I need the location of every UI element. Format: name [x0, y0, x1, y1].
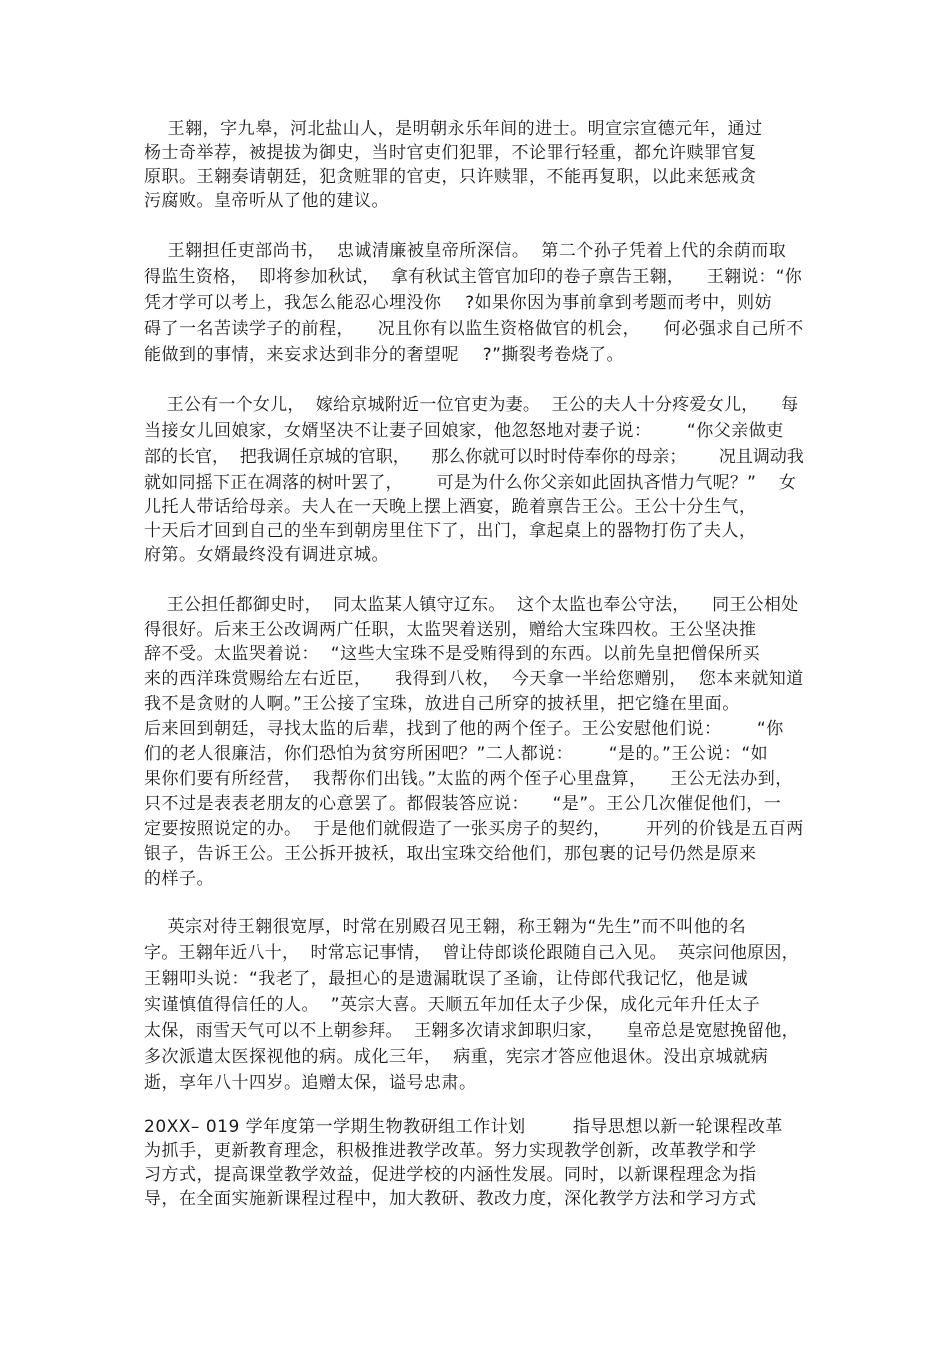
text-line: 的样子。	[144, 869, 214, 889]
text-line: 府第。女婿最终没有调进京城。	[144, 545, 389, 565]
text-line: 我不是贪财的人啊。”王公接了宝珠，放进自己所穿的披袄里，把它缝在里面。	[144, 694, 740, 714]
text-line: 当接女儿回娘家，女婿坚决不让妻子回娘家，他忽怒地对妻子说： “你父亲做吏	[144, 421, 784, 441]
text-line: 习方式，提高课堂教学效益，促进学校的内涵性发展。同时，以新课程理念为指	[144, 1165, 757, 1185]
text-line: 辞不受。太监哭着说： “这些大宝珠不是受贿得到的东西。以前先皇把僧保所买	[144, 644, 761, 664]
text-line: 们的老人很廉洁，你们恐怕为贫穷所困吧？”二人都说： “是的。”王公说：“如	[144, 744, 769, 764]
text-line: 碍了一名苦读学子的前程， 况且你有以监生资格做官的机会， 何必强求自己所不	[144, 319, 804, 339]
text-line: 凭才学可以考上，我怎么能忍心埋没你 ?如果你因为事前拿到考题而考中，则妨	[144, 293, 773, 313]
text-line: 王翱担任吏部尚书， 忠诚清廉被皇帝所深信。 第二个孙子凭着上代的余荫而取	[144, 241, 787, 261]
text-line: 得监生资格， 即将参加秋试， 拿有秋试主管官加印的卷子禀告王翱， 王翱说：“你	[144, 267, 803, 287]
text-line: 为抓手，更新教育理念，积极推进教学改革。努力实现教学创新，改革教学和学	[144, 1141, 757, 1161]
text-line: 导，在全面实施新课程过程中，加大教研、教改力度，深化教学方法和学习方式	[144, 1189, 757, 1209]
text-line: 杨士奇举荐，被提拔为御史，当时官吏们犯罪，不论罪行轻重，都允许赎罪官复	[144, 143, 757, 163]
text-line: 能做到的事情，来妄求达到非分的奢望呢 ?”撕裂考卷烧了。	[144, 345, 624, 365]
text-line: 原职。王翱奏请朝廷，犯贪赃罪的官吏，只许赎罪，不能再复职，以此来惩戒贪	[144, 167, 757, 187]
text-line: 王公有一个女儿， 嫁给京城附近一位官吏为妻。 王公的夫人十分疼爱女儿， 每	[144, 395, 799, 415]
text-line: 就如同摇下正在凋落的树叶罢了， 可是为什么你父亲如此固执吝惜力气呢？” 女	[144, 473, 797, 493]
text-line: 王公担任都御史时， 同太监某人镇守辽东。 这个太监也奉公守法， 同王公相处	[144, 595, 799, 615]
text-line: 得很好。后来王公改调两广任职，太监哭着送别，赠给大宝珠四枚。王公坚决推	[144, 620, 757, 640]
text-line: 定要按照说定的办。 于是他们就假造了一张买房子的契约， 开列的价钱是五百两	[144, 819, 804, 839]
text-line: 字。王翱年近八十， 时常忘记事情， 曾让侍郎谈伦跟随自己入见。 英宗问他原因，	[144, 943, 799, 963]
text-line: 王翱，字九皋，河北盐山人，是明朝永乐年间的进士。明宣宗宣德元年，通过	[144, 119, 763, 139]
text-line: 逝，享年八十四岁。追赠太保，谥号忠肃。	[144, 1073, 477, 1093]
text-line: 儿托人带话给母亲。夫人在一天晚上摆上酒宴，跪着禀告王公。王公十分生气，	[144, 497, 757, 517]
text-line: 王翱叩头说：“我老了，最担心的是遗漏耽误了圣谕，让侍郎代我记忆，他是诚	[144, 969, 749, 989]
text-line: 十天后才回到自己的坐车到朝房里住下了，出门，拿起桌上的器物打伤了夫人，	[144, 521, 757, 541]
text-line: 太保，雨雪天气可以不上朝参拜。 王翱多次请求卸职归家， 皇帝总是宽慰挽留他，	[144, 1021, 799, 1041]
text-line: 多次派遣太医探视他的病。成化三年， 病重，宪宗才答应他退休。没出京城就病	[144, 1047, 769, 1067]
text-line: 果你们要有所经营， 我帮你们出钱。”太监的两个侄子心里盘算， 王公无法办到，	[144, 769, 793, 789]
text-line: 银子，告诉王公。王公拆开披袄，取出宝珠交给他们，那包裹的记号仍然是原来	[144, 844, 757, 864]
text-line: 20XX– 019 学年度第一学期生物教研组工作计划 指导思想以新一轮课程改革	[144, 1117, 783, 1137]
text-line: 部的长官， 把我调任京城的官职， 那么你就可以时时侍奉你的母亲； 况且调动我	[144, 447, 804, 467]
text-line: 后来回到朝廷，寻找太监的后辈，找到了他的两个侄子。王公安慰他们说： “你	[144, 719, 784, 739]
text-line: 英宗对待王翱很宽厚，时常在别殿召见王翱，称王翱为“先生”而不叫他的名	[144, 917, 747, 937]
text-line: 只不过是表表老朋友的心意罢了。都假装答应说： “是”。王公几次催促他们，一	[144, 794, 782, 814]
text-line: 污腐败。皇帝听从了他的建议。	[144, 191, 389, 211]
text-line: 实谨慎值得信任的人。 ”英宗大喜。天顺五年加任太子少保，成化元年升任太子	[144, 995, 761, 1015]
text-line: 来的西洋珠赏赐给左右近臣， 我得到八枚， 今天拿一半给您赠别， 您本来就知道	[144, 669, 804, 689]
